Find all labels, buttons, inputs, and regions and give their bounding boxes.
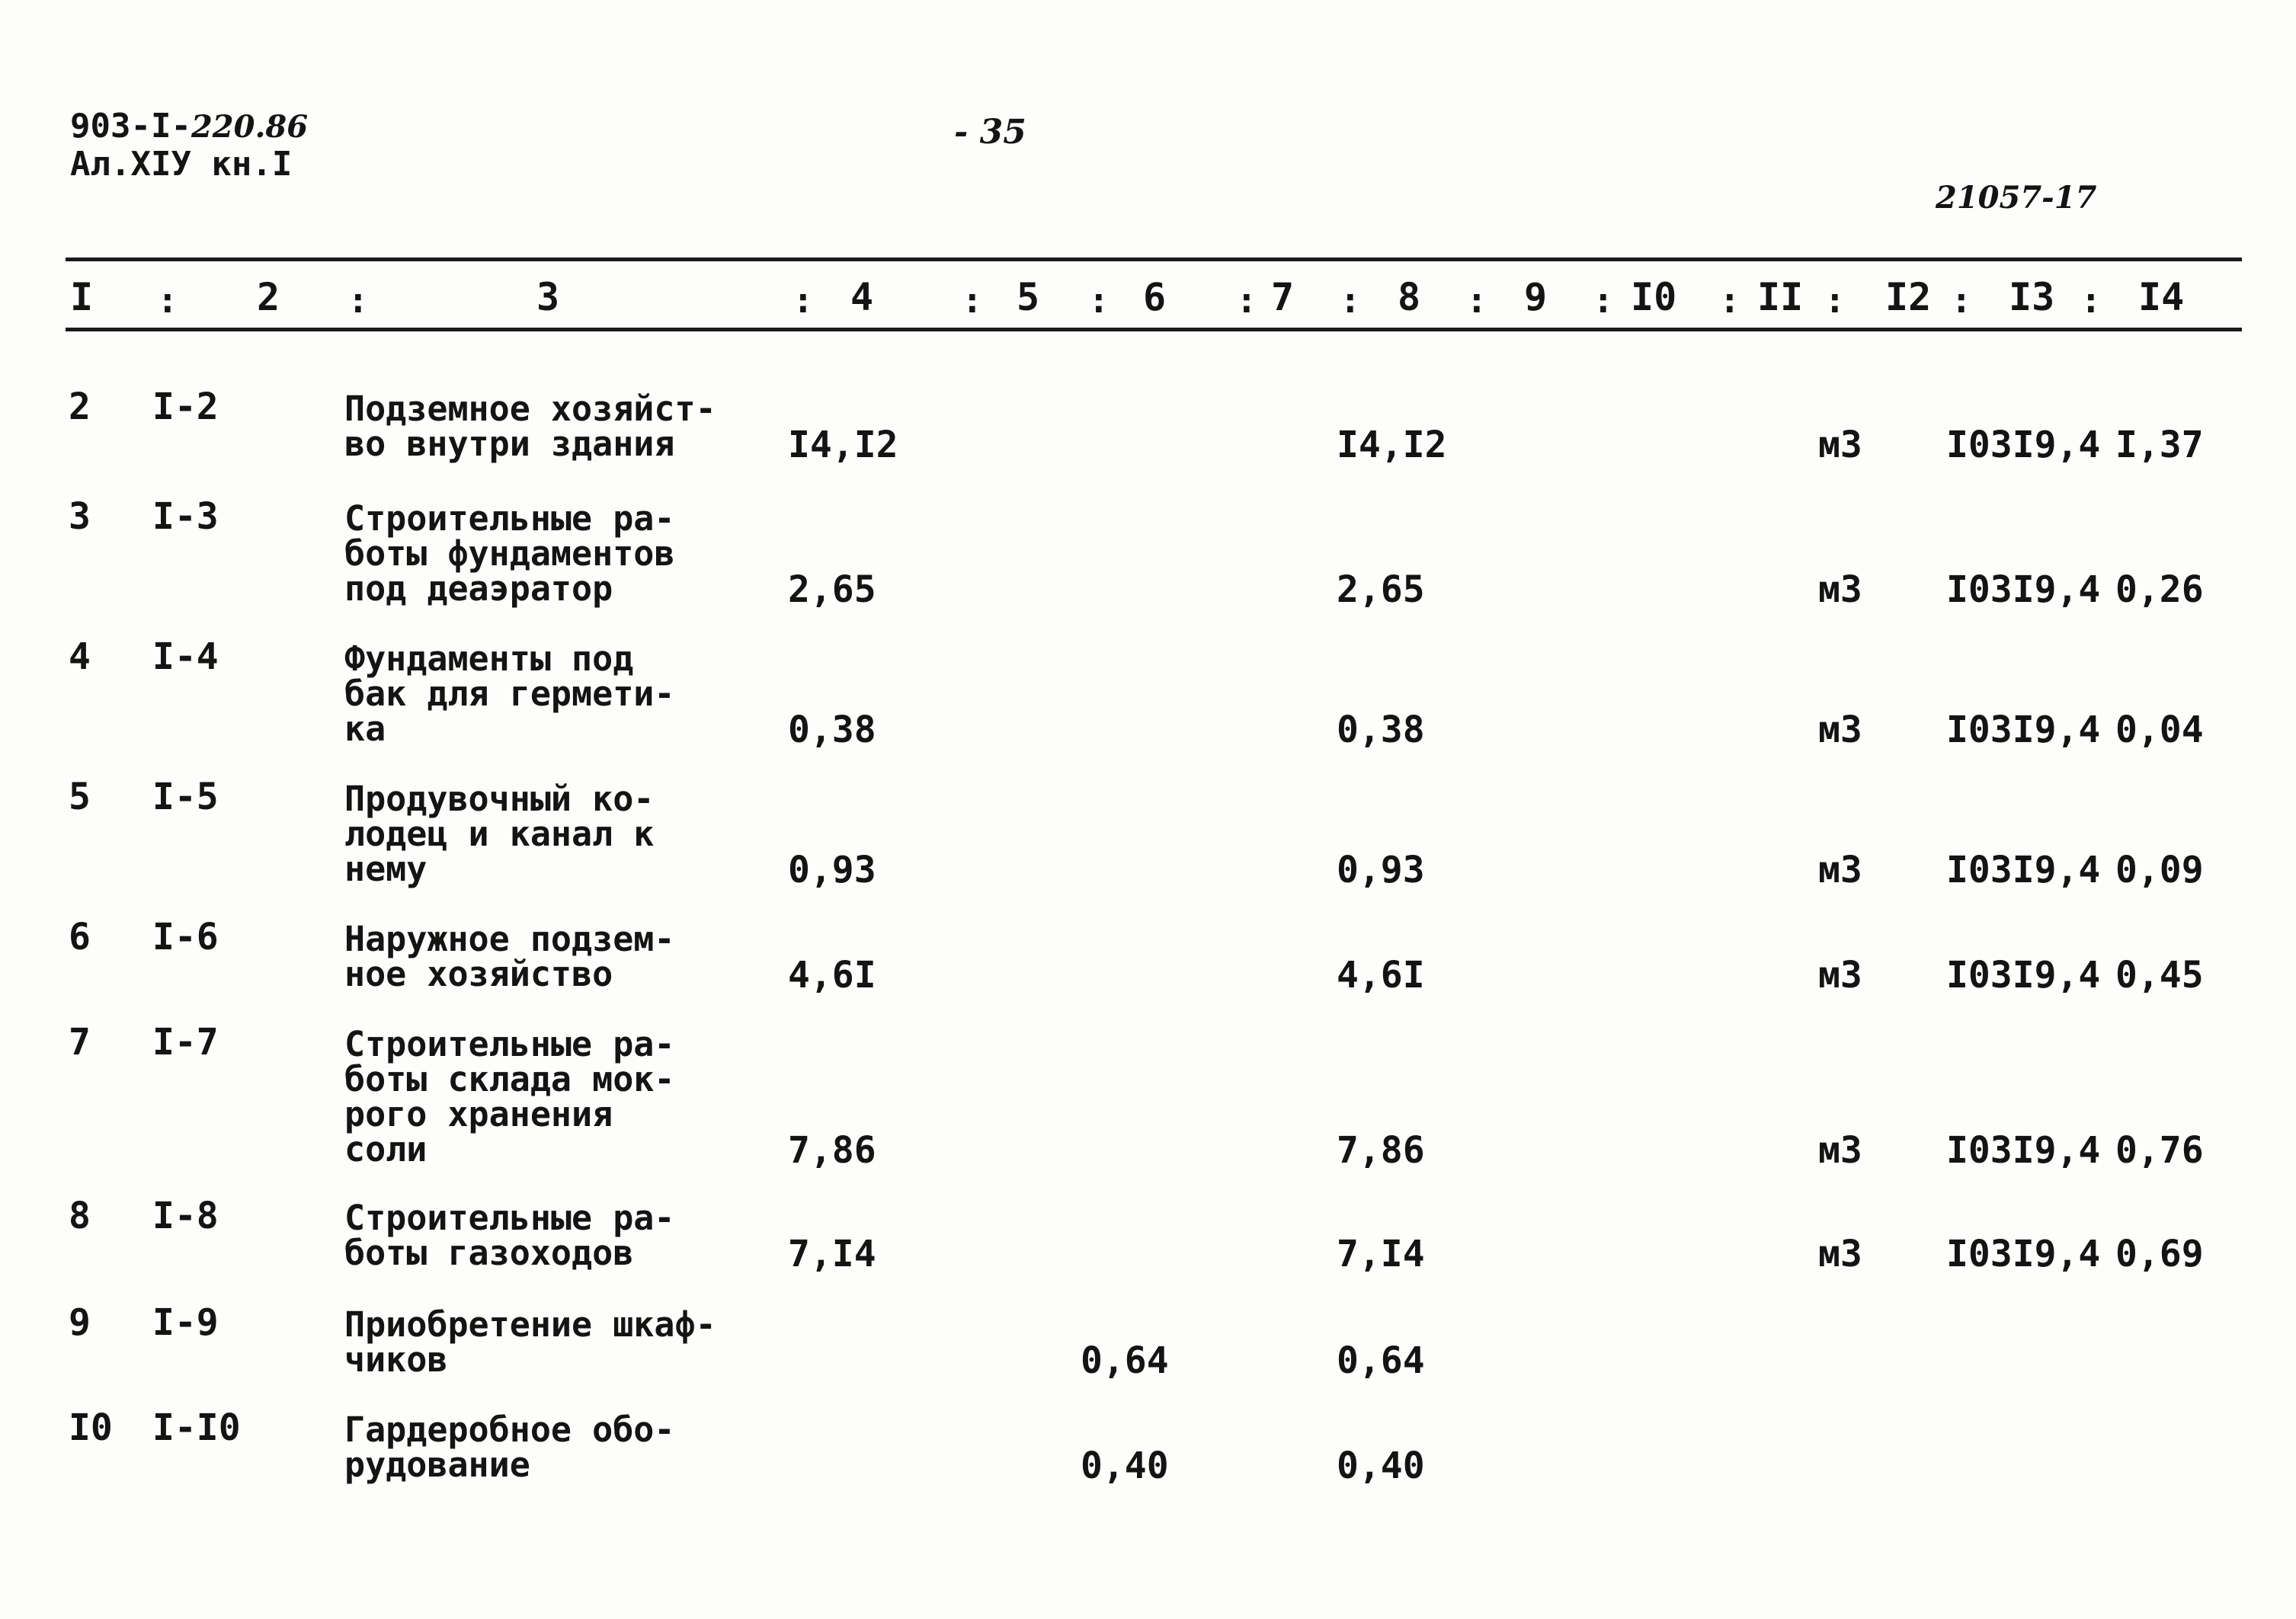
column-separator: : bbox=[2080, 280, 2102, 321]
row-number: 3 bbox=[69, 495, 91, 538]
row-description-line: Строительные ра- bbox=[344, 498, 675, 539]
row-description-line: боты склада мок- bbox=[344, 1059, 675, 1099]
unit-col-12: м3 bbox=[1818, 954, 1862, 997]
document-code-handwritten: 220.86 bbox=[191, 109, 309, 145]
row-description bbox=[344, 1198, 771, 1273]
value-col-14: 0,26 bbox=[2115, 568, 2204, 611]
value-col-6: 0,40 bbox=[1081, 1445, 1169, 1487]
column-header: 9 bbox=[1524, 275, 1548, 319]
value-col-8: 0,40 bbox=[1337, 1445, 1425, 1487]
value-col-8: 7,86 bbox=[1337, 1129, 1425, 1172]
value-col-13: I03I9,4 bbox=[1946, 1233, 2101, 1275]
row-description bbox=[344, 1024, 771, 1169]
table-header-rule bbox=[66, 328, 2242, 331]
row-description-line: Наружное подзем- bbox=[344, 919, 675, 959]
column-separator: : bbox=[1236, 280, 1257, 321]
value-col-4: 7,I4 bbox=[788, 1233, 876, 1275]
row-description bbox=[344, 389, 771, 464]
row-description-line: во внутри здания bbox=[344, 424, 675, 464]
column-separator: : bbox=[157, 280, 178, 321]
row-description-line: Строительные ра- bbox=[344, 1198, 675, 1238]
column-separator: : bbox=[793, 280, 814, 321]
row-description-line: Приобретение шкаф- bbox=[344, 1304, 716, 1345]
column-header: 7 bbox=[1271, 275, 1295, 319]
column-header: 8 bbox=[1398, 275, 1421, 319]
row-description-line: рудование bbox=[344, 1445, 530, 1485]
column-header: I0 bbox=[1631, 275, 1677, 319]
column-header: 5 bbox=[1017, 275, 1040, 319]
value-col-14: 0,69 bbox=[2115, 1233, 2204, 1275]
row-code: I-5 bbox=[152, 776, 219, 818]
row-code: I-3 bbox=[152, 495, 219, 538]
value-col-4: 0,93 bbox=[788, 849, 876, 891]
row-description-line: рого хранения bbox=[344, 1094, 613, 1134]
row-description-line: чиков bbox=[344, 1339, 448, 1380]
value-col-4: 4,6I bbox=[788, 954, 876, 997]
row-description-line: соли bbox=[344, 1129, 427, 1169]
unit-col-12: м3 bbox=[1818, 709, 1862, 751]
row-description-line: Строительные ра- bbox=[344, 1024, 675, 1064]
row-code: I-8 bbox=[152, 1195, 219, 1237]
row-description-line: Гардеробное обо- bbox=[344, 1409, 675, 1450]
album-reference: Ал.XIУ кн.I bbox=[70, 145, 293, 184]
value-col-8: 0,64 bbox=[1337, 1339, 1425, 1382]
column-header: 2 bbox=[257, 275, 280, 319]
column-header: II bbox=[1757, 275, 1804, 319]
row-description-line: ное хозяйство bbox=[344, 954, 613, 994]
row-description-line: Продувочный ко- bbox=[344, 779, 655, 819]
column-header: I4 bbox=[2138, 275, 2185, 319]
inventory-number: 21057-17 bbox=[1936, 180, 2097, 216]
row-description-line: лодец и канал к bbox=[344, 814, 655, 854]
column-header: I bbox=[70, 275, 94, 319]
value-col-13: I03I9,4 bbox=[1946, 424, 2101, 466]
row-description-line: под деаэратор bbox=[344, 568, 613, 609]
row-description-line: нему bbox=[344, 849, 427, 889]
row-description-line: Фундаменты под bbox=[344, 638, 634, 679]
column-header: 4 bbox=[850, 275, 874, 319]
column-header: 3 bbox=[536, 275, 560, 319]
value-col-8: I4,I2 bbox=[1337, 424, 1447, 466]
row-description bbox=[344, 638, 771, 749]
value-col-14: 0,04 bbox=[2115, 709, 2204, 751]
value-col-8: 2,65 bbox=[1337, 568, 1425, 611]
row-description-line: бак для гермети- bbox=[344, 674, 675, 714]
column-separator: : bbox=[1466, 280, 1487, 321]
row-description bbox=[344, 1304, 771, 1380]
row-description-line: боты фундаментов bbox=[344, 533, 675, 574]
document-code bbox=[70, 108, 308, 146]
column-header: I3 bbox=[2009, 275, 2055, 319]
row-number: 2 bbox=[69, 386, 91, 428]
row-description-line: ка bbox=[344, 709, 386, 749]
value-col-13: I03I9,4 bbox=[1946, 954, 2101, 997]
column-separator: : bbox=[1340, 280, 1361, 321]
value-col-4: 0,38 bbox=[788, 709, 876, 751]
value-col-4: 7,86 bbox=[788, 1129, 876, 1172]
row-code: I-9 bbox=[152, 1301, 219, 1344]
value-col-8: 0,93 bbox=[1337, 849, 1425, 891]
value-col-14: 0,09 bbox=[2115, 849, 2204, 891]
value-col-4: 2,65 bbox=[788, 568, 876, 611]
value-col-14: I,37 bbox=[2115, 424, 2204, 466]
column-separator: : bbox=[962, 280, 983, 321]
column-separator: : bbox=[1951, 280, 1972, 321]
row-number: 5 bbox=[69, 776, 91, 818]
unit-col-12: м3 bbox=[1818, 849, 1862, 891]
value-col-13: I03I9,4 bbox=[1946, 709, 2101, 751]
row-description bbox=[344, 498, 771, 609]
page-number: - 35 bbox=[954, 113, 1026, 152]
value-col-13: I03I9,4 bbox=[1946, 1129, 2101, 1172]
row-code: I-2 bbox=[152, 386, 219, 428]
value-col-14: 0,45 bbox=[2115, 954, 2204, 997]
row-number: I0 bbox=[69, 1406, 113, 1449]
value-col-6: 0,64 bbox=[1081, 1339, 1169, 1382]
value-col-14: 0,76 bbox=[2115, 1129, 2204, 1172]
unit-col-12: м3 bbox=[1818, 1129, 1862, 1172]
column-separator: : bbox=[1719, 280, 1740, 321]
column-separator: : bbox=[1824, 280, 1846, 321]
unit-col-12: м3 bbox=[1818, 1233, 1862, 1275]
unit-col-12: м3 bbox=[1818, 424, 1862, 466]
value-col-8: 0,38 bbox=[1337, 709, 1425, 751]
column-separator: : bbox=[1088, 280, 1110, 321]
row-number: 8 bbox=[69, 1195, 91, 1237]
row-description-line: боты газоходов bbox=[344, 1233, 634, 1273]
column-separator: : bbox=[1593, 280, 1614, 321]
value-col-4: I4,I2 bbox=[788, 424, 898, 466]
value-col-8: 7,I4 bbox=[1337, 1233, 1425, 1275]
row-code: I-I0 bbox=[152, 1406, 241, 1449]
value-col-13: I03I9,4 bbox=[1946, 568, 2101, 611]
table-top-rule bbox=[66, 258, 2242, 261]
column-header: I2 bbox=[1885, 275, 1932, 319]
column-header: 6 bbox=[1143, 275, 1167, 319]
row-description bbox=[344, 779, 771, 889]
row-description-line: Подземное хозяйст- bbox=[344, 389, 716, 429]
document-code-printed: 903-I- bbox=[70, 107, 191, 146]
row-number: 7 bbox=[69, 1021, 91, 1064]
value-col-8: 4,6I bbox=[1337, 954, 1425, 997]
unit-col-12: м3 bbox=[1818, 568, 1862, 611]
row-code: I-6 bbox=[152, 916, 219, 958]
column-separator: : bbox=[347, 280, 369, 321]
row-description bbox=[344, 919, 771, 994]
value-col-13: I03I9,4 bbox=[1946, 849, 2101, 891]
row-number: 4 bbox=[69, 635, 91, 678]
row-code: I-7 bbox=[152, 1021, 219, 1064]
row-code: I-4 bbox=[152, 635, 219, 678]
row-description bbox=[344, 1409, 771, 1485]
row-number: 9 bbox=[69, 1301, 91, 1344]
row-number: 6 bbox=[69, 916, 91, 958]
